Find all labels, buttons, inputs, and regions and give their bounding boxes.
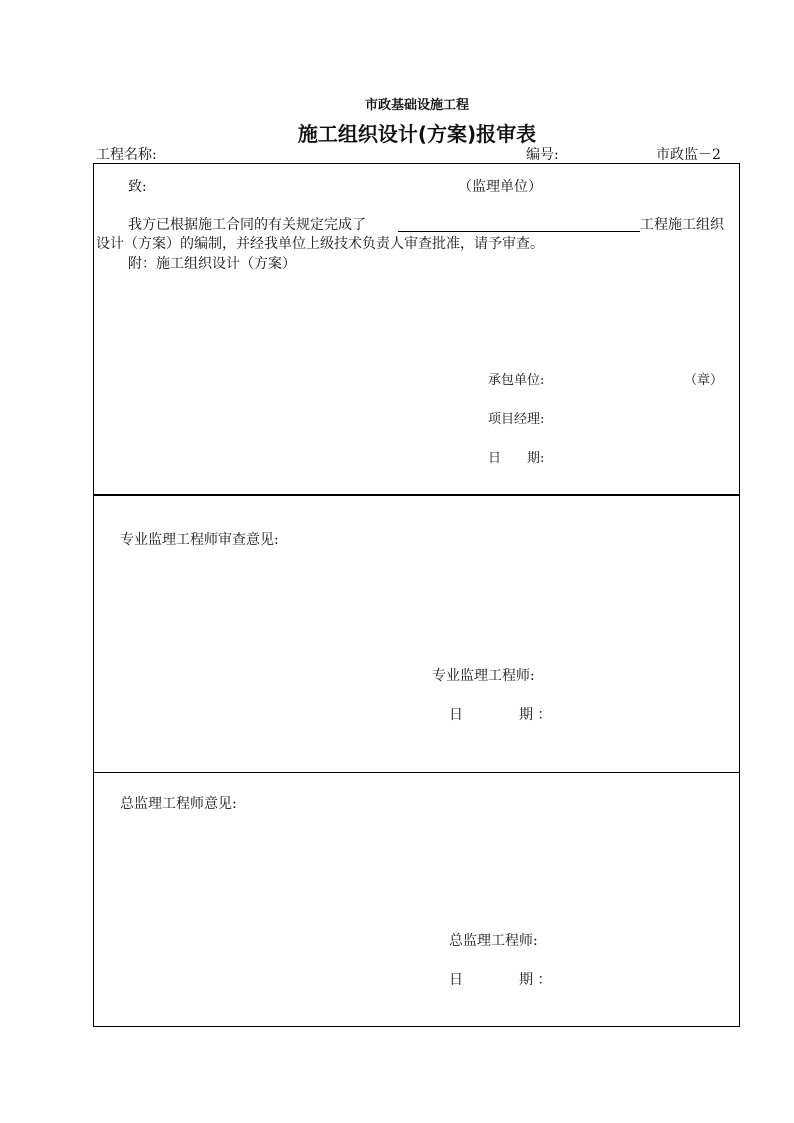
- form-code: 市政监－2: [656, 147, 721, 163]
- date-label-1: 日 期:: [488, 451, 545, 466]
- seal-label: （章）: [684, 373, 724, 388]
- supervision-unit-label: （监理单位）: [458, 179, 542, 195]
- date-label-2: 日 期 ：: [449, 707, 552, 723]
- body-text-line1-end: 工程施工组织: [640, 217, 724, 233]
- form-title: 施工组织设计(方案)报审表: [297, 122, 537, 146]
- chief-opinion-label: 总监理工程师意见:: [120, 796, 237, 812]
- chief-engineer-label: 总监理工程师:: [449, 933, 538, 949]
- body-text-line2: 设计（方案）的编制，并经我单位上级技术负责人审查批准，请予审查。: [96, 236, 544, 252]
- form-category: 市政基础设施工程: [364, 98, 469, 113]
- body-text-line1: 我方已根据施工合同的有关规定完成了: [128, 217, 366, 233]
- date-label-3: 日 期 ：: [449, 972, 552, 988]
- number-label: 编号:: [526, 147, 559, 163]
- to-label: 致:: [128, 179, 147, 195]
- project-manager-label: 项目经理:: [488, 412, 545, 427]
- attachment-label: 附：施工组织设计（方案）: [128, 256, 296, 272]
- project-name-blank: [398, 231, 640, 232]
- section-divider-1: [93, 494, 740, 496]
- specialist-opinion-label: 专业监理工程师审查意见:: [120, 532, 279, 548]
- section-divider-2: [93, 772, 740, 773]
- contractor-label: 承包单位:: [488, 373, 545, 388]
- project-name-label: 工程名称:: [96, 147, 157, 163]
- form-frame: [93, 163, 740, 1027]
- specialist-engineer-label: 专业监理工程师:: [432, 668, 535, 684]
